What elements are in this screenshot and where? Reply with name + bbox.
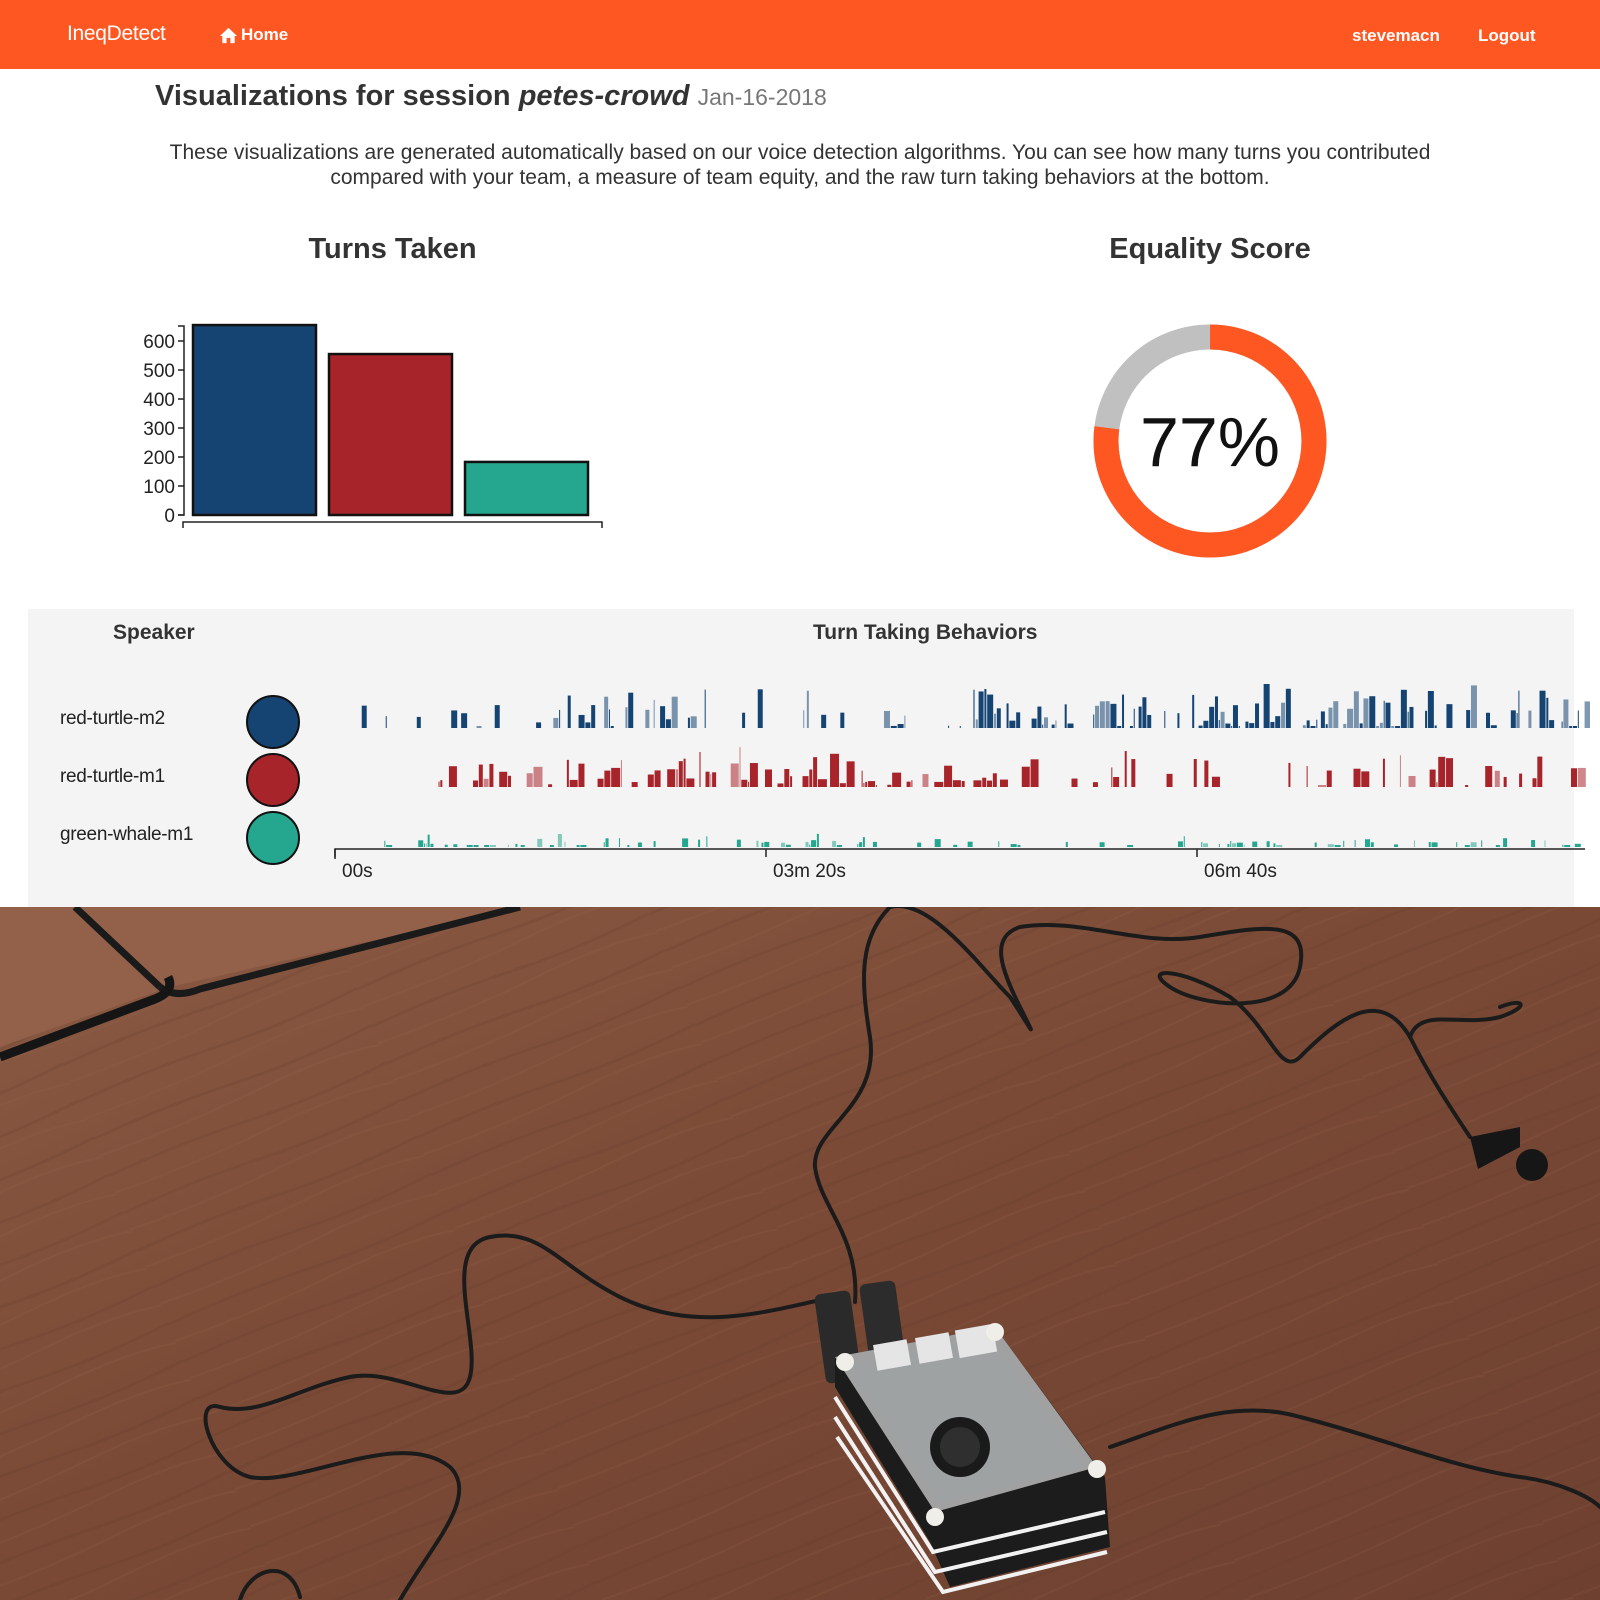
equality-score-value: 77% — [1139, 403, 1281, 481]
equality-score-title: Equality Score — [1109, 233, 1311, 265]
speaker-row — [60, 808, 310, 866]
home-link[interactable] — [219, 25, 288, 45]
session-name: petes-crowd — [518, 80, 690, 112]
time-axis-tick: 03m 20s — [773, 861, 846, 882]
time-axis-tick: 06m 40s — [1204, 861, 1277, 882]
username-link[interactable]: stevemacn — [1352, 26, 1440, 45]
svg-text:400: 400 — [143, 390, 175, 411]
navbar — [0, 0, 1600, 69]
time-axis-tick: 00s — [342, 861, 373, 882]
intro-text: These visualizations are generated automatically based on our voice detection algorithms. You can see how many turns you contributed compared with your team, a measure of team equity, and the raw turn taking behaviors at the bottom. — [169, 141, 1431, 189]
turns-taken-title: Turns Taken — [308, 233, 477, 265]
page-title — [155, 80, 827, 113]
turn-taking-title: Turn Taking Behaviors — [813, 621, 1038, 644]
home-icon — [219, 26, 238, 45]
logout-link[interactable]: Logout — [1478, 26, 1536, 45]
device-photo — [0, 907, 1600, 1600]
home-label: Home — [241, 25, 289, 44]
equality-score-donut — [1080, 318, 1340, 578]
svg-text:300: 300 — [143, 419, 175, 440]
speaker-row — [60, 750, 310, 808]
brand-link[interactable]: IneqDetect — [67, 22, 166, 45]
svg-text:600: 600 — [143, 332, 175, 353]
turns-taken-bar-chart — [120, 310, 620, 550]
session-date: Jan-16-2018 — [697, 84, 827, 110]
speaker-name: red-turtle-m2 — [60, 708, 165, 729]
bar-red-turtle-m1 — [329, 354, 452, 515]
turn-taking-timeline — [290, 669, 1590, 899]
bar-green-whale-m1 — [465, 462, 588, 515]
speaker-name: green-whale-m1 — [60, 824, 194, 845]
svg-text:500: 500 — [143, 361, 175, 382]
speaker-header: Speaker — [113, 621, 195, 644]
svg-text:100: 100 — [143, 477, 175, 498]
svg-text:200: 200 — [143, 448, 175, 469]
speaker-row — [60, 692, 310, 750]
svg-text:0: 0 — [164, 506, 175, 527]
bar-red-turtle-m2 — [193, 325, 316, 515]
turn-taking-panel — [28, 609, 1574, 907]
speaker-name: red-turtle-m1 — [60, 766, 165, 787]
page-title-lead: Visualizations for session — [155, 80, 511, 112]
